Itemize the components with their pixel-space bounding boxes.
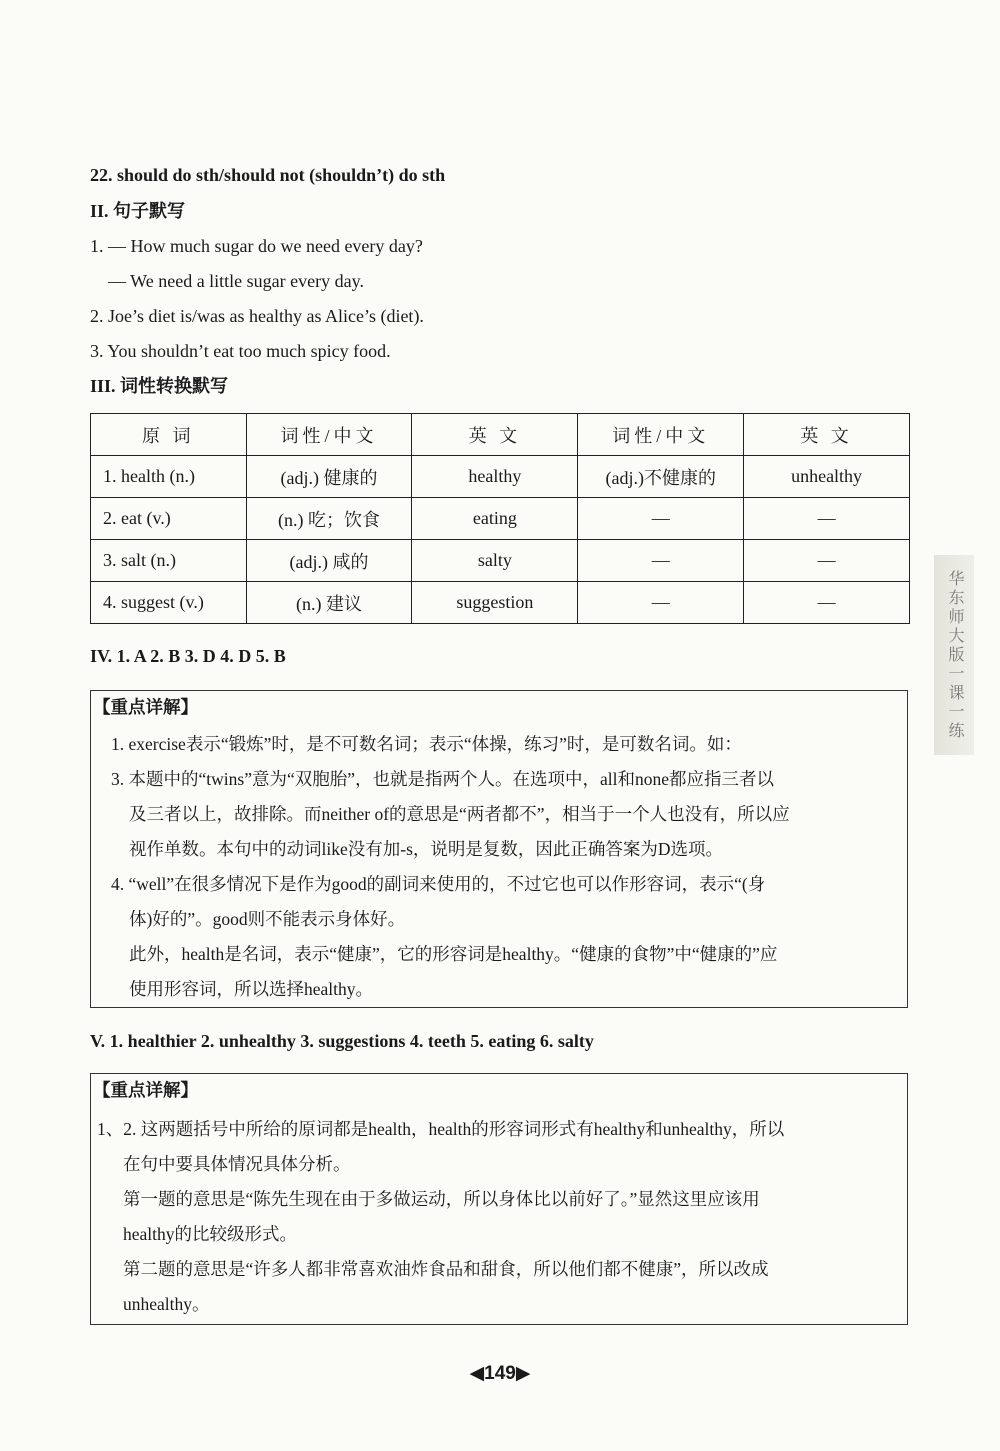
table-cell: 4. suggest (v.)	[91, 582, 247, 624]
table-cell: (n.) 吃；饮食	[246, 498, 412, 540]
word-form-table	[90, 413, 910, 624]
table-cell: —	[578, 582, 744, 624]
sentence-1-answer: — We need a little sugar every day.	[108, 271, 364, 291]
explanation-line: 1. exercise表示“锻炼”时，是不可数名词；表示“体操，练习”时，是可数名词。如：	[111, 734, 742, 754]
table-cell: salty	[412, 540, 578, 582]
table-cell: unhealthy	[744, 456, 910, 498]
explanation-line: 使用形容词，所以选择healthy。	[129, 979, 374, 999]
table-cell: eating	[412, 498, 578, 540]
explanation-line: 体)好的”。good则不能表示身体好。	[129, 909, 406, 929]
explanation-line: 4. “well”在很多情况下是作为good的副词来使用的，不过它也可以作形容词，表示“(身	[111, 874, 766, 894]
sentence-2: 2. Joe’s diet is/was as healthy as Alice’s (diet).	[90, 306, 424, 326]
table-cell: suggestion	[412, 582, 578, 624]
explanation-line: 3. 本题中的“twins”意为“双胞胎”，也就是指两个人。在选项中，all和none都应指三者以	[111, 769, 774, 789]
sentence-1-question: 1. — How much sugar do we need every day?	[90, 236, 423, 256]
table-cell: —	[744, 540, 910, 582]
section-2-heading: II. 句子默写	[90, 201, 186, 221]
table-cell: (adj.) 健康的	[246, 456, 412, 498]
table-cell: —	[744, 498, 910, 540]
section-5-answers: V. 1. healthier 2. unhealthy 3. suggestions 4. teeth 5. eating 6. salty	[90, 1031, 594, 1051]
table-cell: (adj.) 咸的	[246, 540, 412, 582]
table-cell: 3. salt (n.)	[91, 540, 247, 582]
table-cell: 2. eat (v.)	[91, 498, 247, 540]
table-cell: healthy	[412, 456, 578, 498]
sentence-3: 3. You shouldn’t eat too much spicy food.	[90, 341, 391, 361]
table-header: 词性/中文	[578, 414, 744, 456]
explanation-line: unhealthy。	[123, 1294, 210, 1314]
explanation-line: 在句中要具体情况具体分析。	[123, 1154, 351, 1174]
explanation-line: healthy的比较级形式。	[123, 1224, 298, 1244]
explanation-line: 第一题的意思是“陈先生现在由于多做运动，所以身体比以前好了。”显然这里应该用	[123, 1189, 760, 1209]
explanation-heading: 【重点详解】	[93, 1080, 198, 1100]
explanation-heading: 【重点详解】	[93, 697, 198, 717]
table-header: 英 文	[412, 414, 578, 456]
table-cell: —	[578, 540, 744, 582]
answer-line-22: 22. should do sth/should not (shouldn’t) do sth	[90, 165, 446, 185]
section-3-heading: III. 词性转换默写	[90, 376, 229, 396]
table-row	[91, 456, 910, 498]
table-header-row	[91, 414, 910, 456]
page-number: ◀149▶	[469, 1363, 531, 1384]
explanation-line: 及三者以上，故排除。而neither of的意思是“两者都不”，相当于一个人也没有，所以应	[129, 804, 790, 824]
table-row	[91, 498, 910, 540]
table-cell: 1. health (n.)	[91, 456, 247, 498]
table-header: 原 词	[91, 414, 247, 456]
table-cell: —	[578, 498, 744, 540]
table-cell: (adj.)不健康的	[578, 456, 744, 498]
table-row	[91, 540, 910, 582]
table-header: 英 文	[744, 414, 910, 456]
section-4-answers: IV. 1. A 2. B 3. D 4. D 5. B	[90, 646, 286, 666]
explanation-line: 第二题的意思是“许多人都非常喜欢油炸食品和甜食，所以他们都不健康”，所以改成	[123, 1259, 769, 1279]
explanation-line: 视作单数。本句中的动词like没有加-s，说明是复数，因此正确答案为D选项。	[129, 839, 724, 859]
table-header: 词性/中文	[246, 414, 412, 456]
explanation-box-2	[90, 1073, 908, 1325]
side-tab-label: 华东师大版一课一练	[934, 555, 974, 755]
explanation-line: 此外，health是名词，表示“健康”，它的形容词是healthy。“健康的食物”中“健康的”应	[129, 944, 778, 964]
table-cell: —	[744, 582, 910, 624]
table-cell: (n.) 建议	[246, 582, 412, 624]
table-row	[91, 582, 910, 624]
explanation-line: 1、2. 这两题括号中所给的原词都是health，health的形容词形式有healthy和unhealthy，所以	[97, 1119, 785, 1139]
